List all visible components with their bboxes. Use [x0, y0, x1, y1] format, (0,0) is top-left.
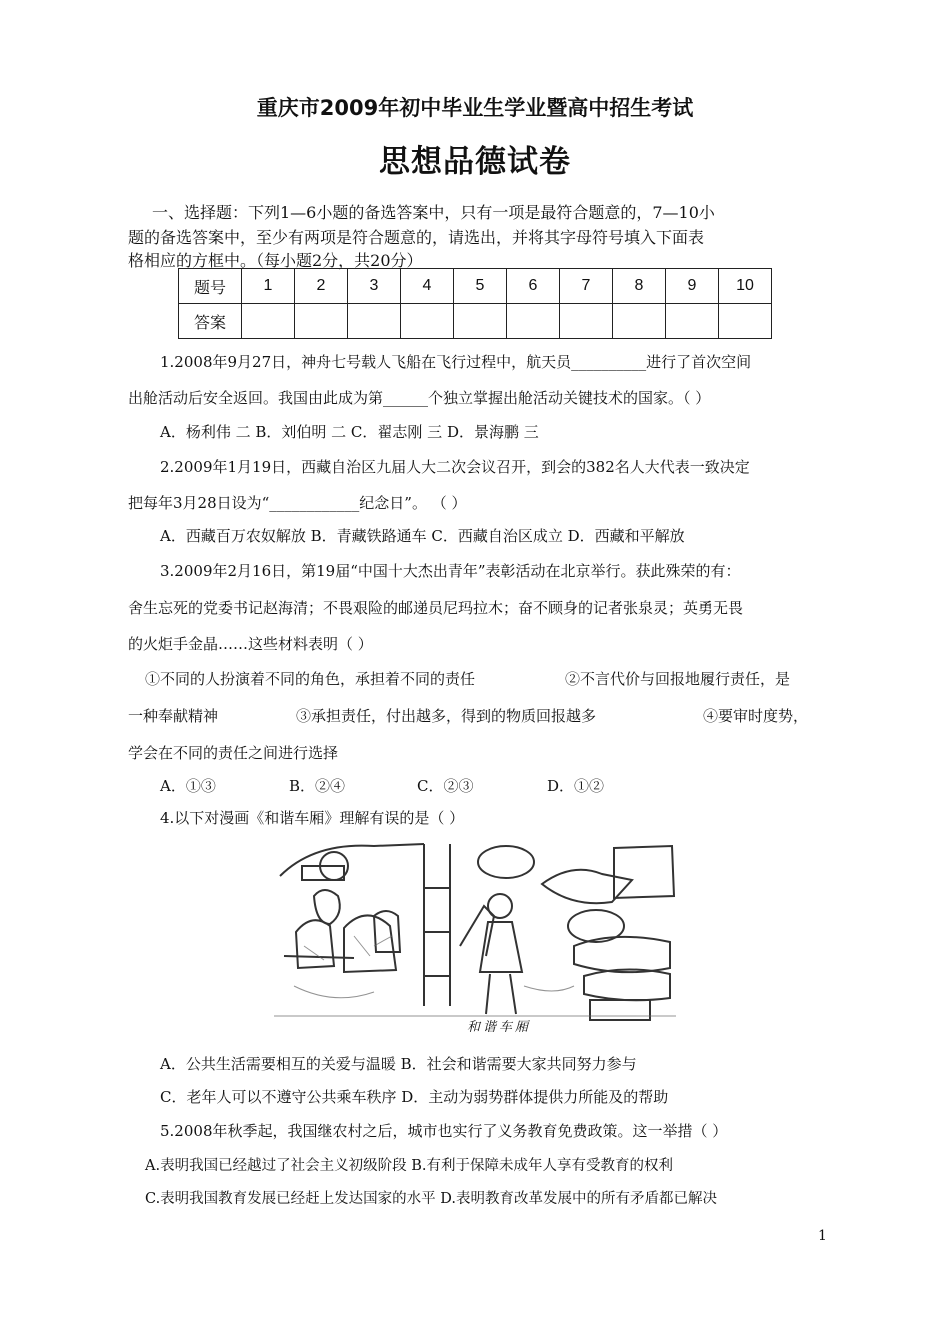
- instructions-line-3: 格相应的方框中。（每小题2分，共20分）: [128, 251, 423, 270]
- answer-table-number: 7: [560, 269, 613, 304]
- q2-line-2: 把每年3月28日设为“____________纪念日”。 （ ）: [128, 494, 467, 512]
- answer-table-number: 2: [295, 269, 348, 304]
- q1-options: A．杨利伟 二 B．刘伯明 二 C．翟志刚 三 D．景海鹏 三: [160, 423, 539, 441]
- answer-table-header-number: 题号: [179, 269, 242, 304]
- harmony-carriage-cartoon: [274, 836, 676, 1032]
- q5-options-cd: C.表明我国教育发展已经赶上发达国家的水平 D.表明教育改革发展中的所有矛盾都已解决: [145, 1191, 718, 1207]
- answer-cell[interactable]: [454, 304, 507, 339]
- answer-table-number: 5: [454, 269, 507, 304]
- q2-options: A．西藏百万农奴解放 B．青藏铁路通车 C．西藏自治区成立 D．西藏和平解放: [160, 527, 685, 545]
- answer-table-number: 1: [242, 269, 295, 304]
- q5-line-1: 5.2008年秋季起，我国继农村之后，城市也实行了义务教育免费政策。这一举措（ ）: [160, 1122, 728, 1140]
- answer-table: [178, 268, 772, 339]
- q3-statement-1: ①不同的人扮演着不同的角色，承担着不同的责任: [145, 670, 476, 688]
- q4-line-1: 4.以下对漫画《和谐车厢》理解有误的是（ ）: [160, 809, 465, 827]
- q3-option-c: C．②③: [417, 777, 474, 795]
- q3-statement-3: ③承担责任，付出越多，得到的物质回报越多: [296, 707, 597, 725]
- answer-table-number: 4: [401, 269, 454, 304]
- answer-cell[interactable]: [295, 304, 348, 339]
- q4-options-ab: A．公共生活需要相互的关爱与温暖 B．社会和谐需要大家共同努力参与: [160, 1055, 637, 1073]
- q3-statement-4-cont: 学会在不同的责任之间进行选择: [128, 744, 339, 762]
- instructions-line-1: 一、选择题：下列1—6小题的备选答案中，只有一项是最符合题意的，7—10小: [152, 203, 715, 222]
- q3-option-b: B．②④: [289, 777, 346, 795]
- q3-line-1: 3.2009年2月16日，第19届“中国十大杰出青年”表彰活动在北京举行。获此殊荣的有：: [160, 562, 741, 580]
- q3-statement-2: ②不言代价与回报地履行责任，是: [565, 670, 791, 688]
- answer-cell[interactable]: [666, 304, 719, 339]
- answer-cell[interactable]: [401, 304, 454, 339]
- cartoon-caption: 和谐车厢: [467, 1020, 532, 1035]
- q3-option-a: A．①③: [160, 777, 216, 795]
- answer-table-number: 9: [666, 269, 719, 304]
- q4-options-cd: C．老年人可以不遵守公共乘车秩序 D．主动为弱势群体提供力所能及的帮助: [160, 1088, 669, 1106]
- answer-table-number: 10: [719, 269, 772, 304]
- answer-cell[interactable]: [560, 304, 613, 339]
- q3-line-2: 舍生忘死的党委书记赵海清；不畏艰险的邮递员尼玛拉木；奋不顾身的记者张泉灵；英勇无畏: [128, 599, 744, 617]
- page-number: 1: [818, 1228, 827, 1244]
- q3-statement-4: ④要审时度势，: [703, 707, 809, 725]
- answer-table-number-row: [179, 269, 772, 304]
- answer-table-answer-row: [179, 304, 772, 339]
- q3-option-d: D．①②: [547, 777, 605, 795]
- q1-line-2: 出舱活动后安全返回。我国由此成为第______个独立掌握出舱活动关键技术的国家。（ ）: [128, 389, 711, 407]
- instructions-line-2: 题的备选答案中，至少有两项是符合题意的，请选出，并将其字母符号填入下面表: [128, 228, 705, 247]
- answer-table-number: 8: [613, 269, 666, 304]
- answer-cell[interactable]: [719, 304, 772, 339]
- answer-table-number: 6: [507, 269, 560, 304]
- exam-title: 重庆市2009年初中毕业生学业暨高中招生考试: [256, 96, 694, 120]
- q1-line-1: 1.2008年9月27日，神舟七号载人飞船在飞行过程中，航天员__________进行了首次空间: [160, 353, 752, 371]
- q5-options-ab: A.表明我国已经越过了社会主义初级阶段 B.有利于保障未成年人享有受教育的权利: [145, 1158, 673, 1174]
- paper-subtitle: 思想品德试卷: [379, 144, 571, 180]
- q2-line-1: 2.2009年1月19日，西藏自治区九届人大二次会议召开，到会的382名人大代表一致决定: [160, 458, 750, 476]
- answer-cell[interactable]: [613, 304, 666, 339]
- answer-cell[interactable]: [348, 304, 401, 339]
- q3-line-3: 的火炬手金晶……这些材料表明（ ）: [128, 635, 373, 653]
- cartoon-drawing: [274, 836, 676, 1032]
- answer-table-number: 3: [348, 269, 401, 304]
- answer-table-header-answer: 答案: [179, 304, 242, 339]
- answer-cell[interactable]: [242, 304, 295, 339]
- answer-cell[interactable]: [507, 304, 560, 339]
- q3-statement-2-cont: 一种奉献精神: [128, 707, 219, 725]
